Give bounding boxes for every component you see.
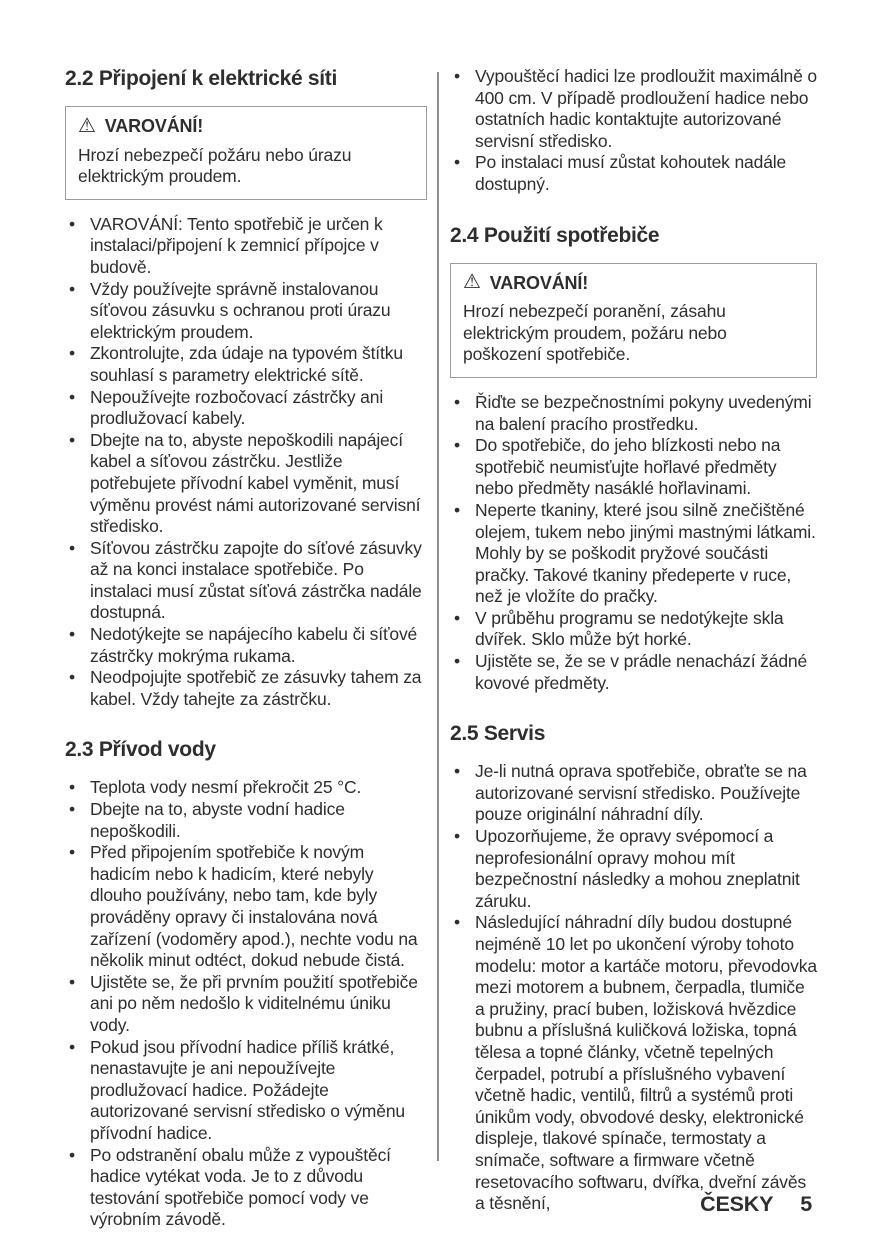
- bullet-marker: •: [69, 842, 75, 863]
- bullet-marker: •: [69, 799, 75, 820]
- section-heading-2-5: 2.5 Servis: [450, 722, 546, 746]
- list-item: [65, 430, 427, 538]
- warning-body: Hrozí nebezpečí poranění, zásahu elektrickým proudem, požáru nebo poškození spotřebiče.: [463, 301, 727, 365]
- bullet-text: Je-li nutná oprava spotřebiče, obraťte se na autorizované servisní středisko. Používejte pouze originální náhradní díly.: [475, 761, 807, 825]
- bullet-text: Dbejte na to, abyste vodní hadice nepoškodili.: [90, 799, 345, 841]
- bullet-text: Upozorňujeme, že opravy svépomocí a neprofesionální opravy mohou mít bezpečnostní následky a mohou zneplatnit záruku.: [475, 826, 800, 911]
- bullet-text: Dbejte na to, abyste nepoškodili napájecí kabel a síťovou zástrčku. Jestliže potřebujete přívodní kabel vyměnit, musí výměnu provést námi autorizované servisní středisko.: [90, 429, 421, 537]
- list-item: [450, 912, 817, 1214]
- left-column: [65, 66, 427, 1231]
- list-item: [65, 387, 427, 430]
- list-item: [65, 799, 427, 842]
- column-divider: [437, 72, 439, 1161]
- bullet-text: Řiďte se bezpečnostními pokyny uvedenými na balení pracího prostředku.: [475, 391, 812, 434]
- warning-box-electrical: [65, 106, 427, 200]
- bullet-marker: •: [454, 391, 460, 412]
- warning-title: VAROVÁNÍ!: [104, 116, 204, 136]
- bullet-text: Teplota vody nesmí překročit 25 °C.: [90, 777, 362, 798]
- list-item: [450, 152, 817, 195]
- bullet-list-2-3-continued: [450, 66, 817, 196]
- list-item: [65, 279, 427, 344]
- bullet-marker: •: [454, 152, 460, 173]
- list-item: [65, 214, 427, 279]
- right-column: [450, 66, 817, 1215]
- bullet-text: Před připojením spotřebiče k novým hadicím nebo k hadicím, které nebyly dlouho používány, nebo tam, kde byly prováděny opravy či instalována nová zařízení (vodoměry apod.), nechte vodu na několik minut odtéct, dokud nebude čistá.: [90, 842, 418, 971]
- list-item: [65, 667, 427, 710]
- bullet-marker: •: [69, 343, 75, 364]
- bullet-text: Nepoužívejte rozbočovací zástrčky ani prodlužovací kabely.: [90, 386, 384, 429]
- bullet-text: V průběhu programu se nedotýkejte skla dvířek. Sklo může být horké.: [475, 607, 784, 650]
- list-item: [450, 826, 817, 912]
- bullet-marker: •: [454, 826, 460, 847]
- bullet-marker: •: [69, 1036, 75, 1057]
- bullet-marker: •: [69, 213, 75, 234]
- list-item: [450, 500, 817, 608]
- warning-title: VAROVÁNÍ!: [489, 272, 589, 293]
- bullet-list-2-4: [450, 392, 817, 694]
- bullet-text: Pokud jsou přívodní hadice příliš krátké, nenastavujte je ani nepoužívejte prodlužovací hadice. Požádejte autorizované servisní středisko o výměnu přívodní hadice.: [90, 1036, 405, 1143]
- bullet-list-2-5: [450, 761, 817, 1214]
- bullet-marker: •: [69, 429, 75, 450]
- bullet-marker: •: [69, 624, 75, 645]
- page-footer: [700, 1192, 812, 1217]
- bullet-text: Následující náhradní díly budou dostupné nejméně 10 let po ukončení výroby tohoto modelu: motor a kartáče motoru, převodovka mezi motorem a bubnem, čerpadla, tlumiče a pružiny, prací buben, ložisková hvězdice bubnu a příslušná kuličková ložiska, topná tělesa a topné články, včetně tepelných čerpadel, potrubí a příslušného vybavení včetně hadic, ventilů, filtrů a systémů proti únikům vody, obvodové desky, elektronické displeje, tlakové spínače, termostaty a snímače, software a firmware včetně resetovacího softwaru, dvířka, dveřní závěs a těsnění,: [475, 912, 817, 1214]
- bullet-marker: •: [69, 971, 75, 992]
- section-heading-2-3: 2.3 Přívod vody: [65, 738, 216, 762]
- list-item: [65, 1145, 427, 1231]
- warning-header: [463, 273, 806, 295]
- list-item: [65, 842, 427, 972]
- bullet-text: Neperte tkaniny, které jsou silně znečištěné olejem, tukem nebo jinými mastnými látkami. Mohly by se poškodit pryžové součásti pračky. Takové tkaniny předeperte v ruce, než je vložíte do pračky.: [475, 499, 816, 607]
- list-item: [65, 538, 427, 624]
- list-item: [65, 343, 427, 386]
- warning-triangle-icon: ⚠: [463, 271, 481, 294]
- list-item: [65, 777, 427, 799]
- warning-header: [78, 116, 416, 138]
- bullet-text: Síťovou zástrčku zapojte do síťové zásuvky až na konci instalace spotřebiče. Po instalaci musí zůstat síťová zástrčka nadále dostupná.: [90, 537, 422, 623]
- bullet-text: Po odstranění obalu může z vypouštěcí hadice vytékat voda. Je to z důvodu testování spotřebiče pomocí vody ve výrobním závodě.: [90, 1144, 391, 1230]
- bullet-text: Do spotřebiče, do jeho blízkosti nebo na spotřebič neumisťujte hořlavé předměty nebo předměty nasáklé hořlavinami.: [475, 435, 781, 499]
- bullet-text: VAROVÁNÍ: Tento spotřebič je určen k instalaci/připojení k zemnicí přípojce v budově.: [90, 213, 383, 277]
- bullet-text: Nedotýkejte se napájecího kabelu či síťové zástrčky mokrýma rukama.: [90, 624, 418, 666]
- bullet-marker: •: [454, 66, 460, 86]
- bullet-text: Po instalaci musí zůstat kohoutek nadále dostupný.: [475, 152, 787, 194]
- bullet-marker: •: [69, 1144, 75, 1165]
- bullet-list-2-2: [65, 214, 427, 711]
- list-item: [450, 651, 817, 694]
- bullet-marker: •: [69, 386, 75, 407]
- list-item: [450, 66, 817, 152]
- bullet-text: Vypouštěcí hadici lze prodloužit maximálně o 400 cm. V případě prodloužení hadice nebo ostatních hadic kontaktujte autorizované servisní středisko.: [475, 66, 817, 151]
- list-item: [450, 392, 817, 435]
- warning-body: Hrozí nebezpečí požáru nebo úrazu elektrickým proudem.: [78, 144, 352, 187]
- list-item: [65, 972, 427, 1037]
- bullet-marker: •: [69, 278, 75, 299]
- section-heading-2-2: 2.2 Připojení k elektrické síti: [65, 67, 338, 90]
- list-item: [65, 1037, 427, 1145]
- list-item: [450, 435, 817, 500]
- bullet-marker: •: [454, 435, 460, 456]
- bullet-marker: •: [454, 761, 460, 782]
- bullet-marker: •: [454, 499, 460, 520]
- bullet-marker: •: [69, 667, 75, 688]
- warning-box-usage: [450, 263, 817, 378]
- footer-page-number: 5: [800, 1192, 812, 1216]
- bullet-marker: •: [69, 537, 75, 558]
- list-item: [65, 624, 427, 667]
- footer-language: ČESKY: [700, 1192, 774, 1216]
- warning-triangle-icon: ⚠: [78, 114, 96, 137]
- section-heading-2-4: 2.4 Použití spotřebiče: [450, 223, 660, 247]
- bullet-text: Ujistěte se, že při prvním použití spotřebiče ani po něm nedošlo k viditelnému úniku vody.: [90, 971, 418, 1035]
- bullet-marker: •: [454, 651, 460, 672]
- list-item: [450, 608, 817, 651]
- bullet-text: Zkontrolujte, zda údaje na typovém štítku souhlasí s parametry elektrické sítě.: [90, 343, 403, 385]
- bullet-marker: •: [69, 777, 75, 798]
- bullet-text: Vždy používejte správně instalovanou síťovou zásuvku s ochranou proti úrazu elektrickým proudem.: [90, 278, 391, 342]
- bullet-marker: •: [454, 607, 460, 628]
- list-item: [450, 761, 817, 826]
- bullet-text: Ujistěte se, že se v prádle nenachází žádné kovové předměty.: [475, 651, 808, 693]
- bullet-list-2-3: [65, 777, 427, 1230]
- bullet-text: Neodpojujte spotřebič ze zásuvky tahem za kabel. Vždy tahejte za zástrčku.: [90, 667, 422, 709]
- bullet-marker: •: [454, 912, 460, 933]
